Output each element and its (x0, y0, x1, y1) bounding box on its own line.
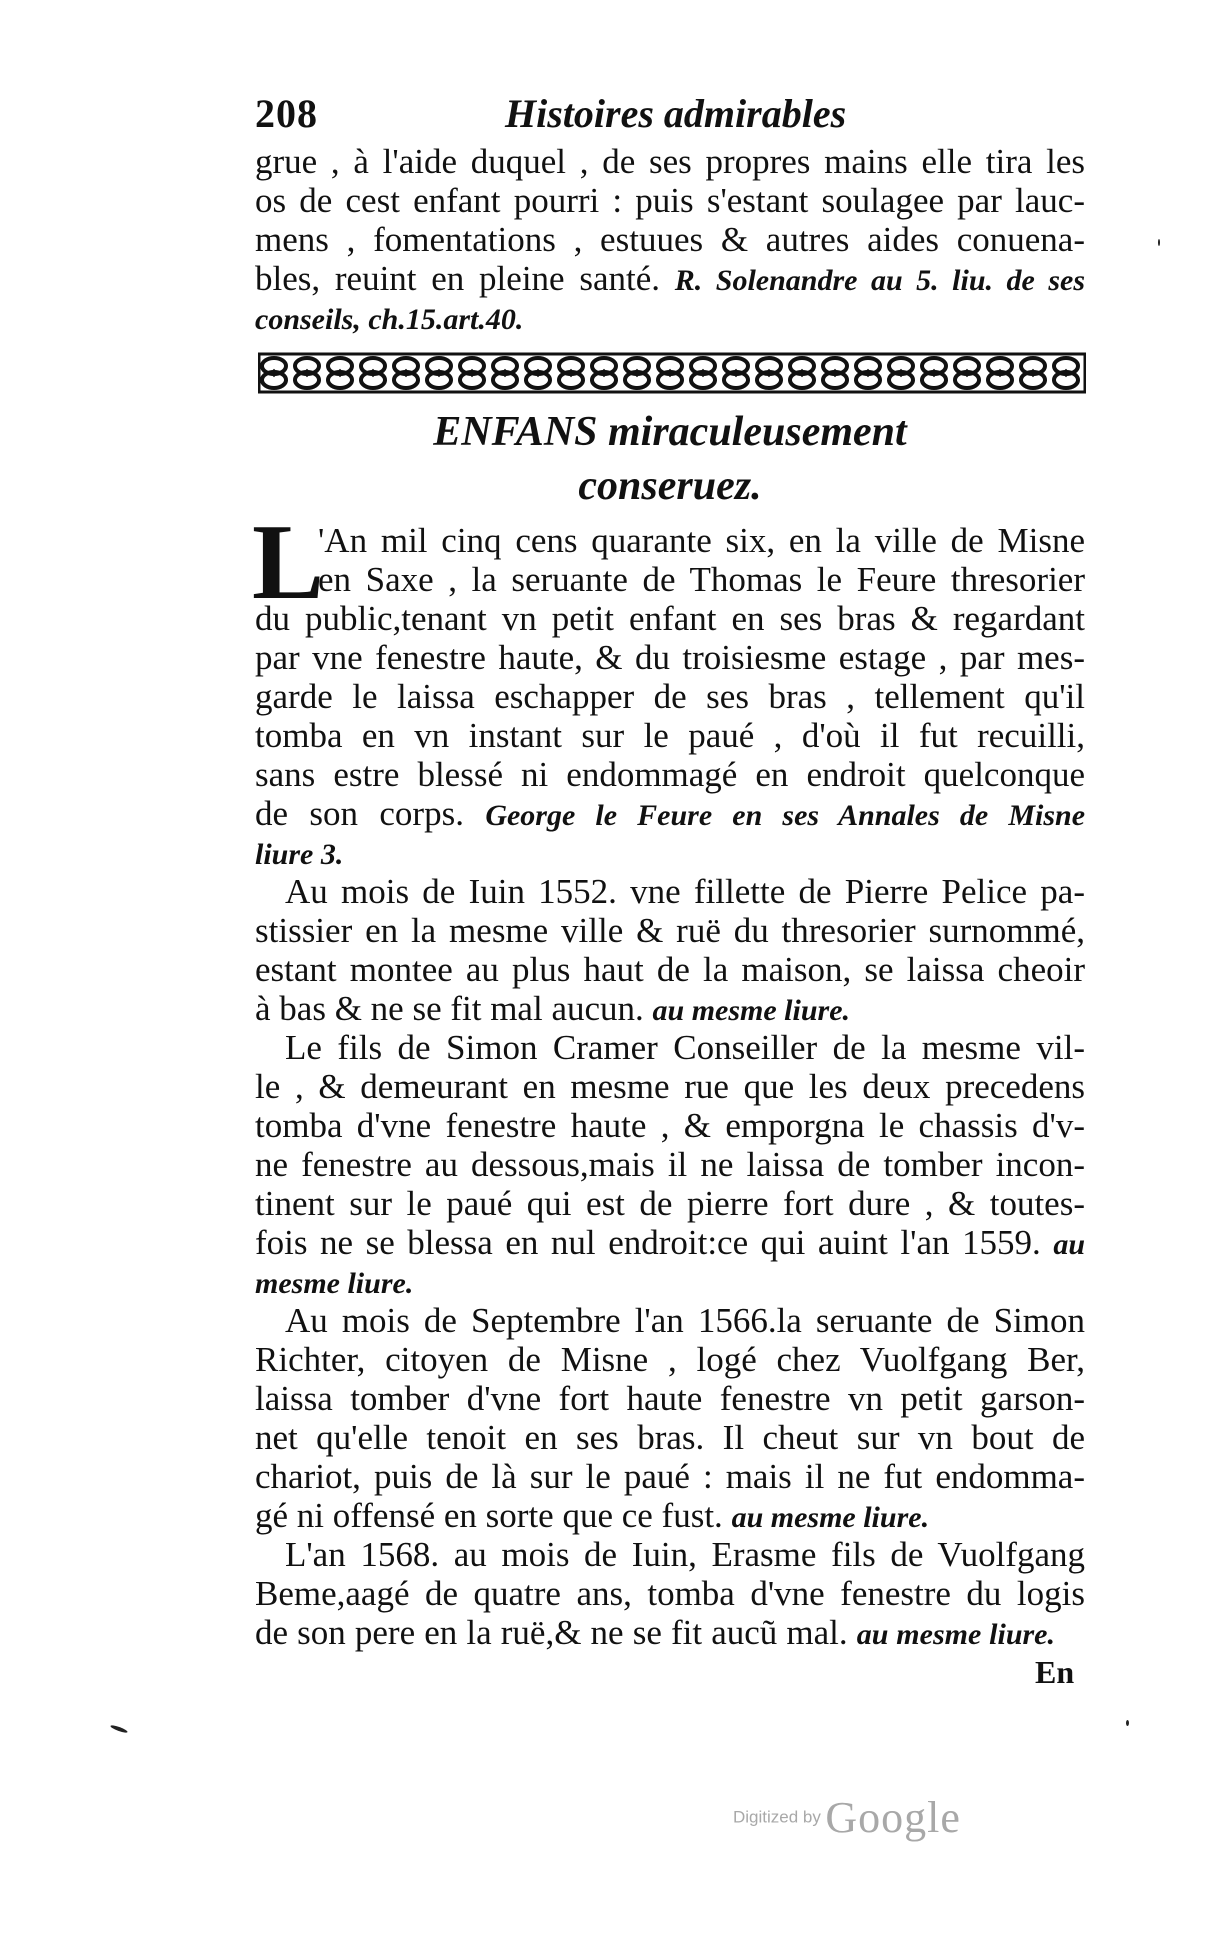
text-line: laissa tomber d'vne fort haute fenestre vn petit garson- (255, 1379, 1085, 1418)
ornament-divider (258, 352, 1086, 394)
text-span: fois ne se blessa en nul endroit:ce qui auint l'an 1559. (255, 1223, 1041, 1262)
ornament-knot (394, 358, 418, 388)
ornament-knot (361, 358, 385, 388)
citation: au mesme liure. (652, 994, 851, 1027)
section-title-line-2: conseruez. (578, 463, 762, 509)
ornament-knot (493, 358, 517, 388)
text-line: du public,tenant vn petit enfant en ses bras & regardant (255, 599, 1085, 638)
text-line: L'an 1568. au mois de Iuin, Erasme fils de Vuolfgang (285, 1535, 1085, 1574)
watermark-prefix: Digitized by (733, 1807, 821, 1827)
text-line: par vne fenestre haute, & du troisiesme estage , par mes- (255, 638, 1085, 677)
text-line: Le fils de Simon Cramer Conseiller de la mesme vil- (285, 1028, 1085, 1067)
running-title: Histoires admirables (505, 91, 847, 136)
ornament-knot (988, 358, 1012, 388)
text-line: sans estre blessé ni endommagé en endroit quelconque (255, 755, 1085, 794)
digitization-watermark (733, 1792, 961, 1843)
ornament-knot (625, 358, 649, 388)
text-line: chariot, puis de là sur le paué : mais il ne fut endomma- (255, 1457, 1085, 1496)
text-line (255, 259, 1085, 301)
page-header (255, 88, 1085, 144)
page-number: 208 (255, 91, 318, 136)
text-line (255, 1613, 1055, 1655)
scan-speck (110, 1724, 128, 1734)
ornament-knot (328, 358, 352, 388)
ornament-knot (262, 358, 286, 388)
text-line: Au mois de Iuin 1552. vne fillette de Pierre Pelice pa- (285, 872, 1085, 911)
text-line (255, 1496, 1085, 1538)
text-line: Au mois de Septembre l'an 1566.la seruante de Simon (285, 1301, 1085, 1340)
text-line: Richter, citoyen de Misne , logé chez Vuolfgang Ber, (255, 1340, 1085, 1379)
ornament-knot (559, 358, 583, 388)
ornament-knot (1021, 358, 1045, 388)
ornament-knot (724, 358, 748, 388)
text-line (255, 833, 1085, 875)
text-line: mens , fomentations , estuues & autres aides conuena- (255, 220, 1085, 259)
citation: au mesme liure. (731, 1501, 930, 1534)
section-title-line-1: ENFANS miraculeusement (433, 409, 907, 455)
google-logo: Google (825, 1793, 961, 1842)
text-line: le , & demeurant en mesme rue que les deux precedens (255, 1067, 1085, 1106)
ornament-knot (922, 358, 946, 388)
text-line: 'An mil cinq cens quarante six, en la ville de Misne (318, 521, 1085, 560)
text-line: tinent sur le paué qui est de pierre fort dure , & toutes- (255, 1184, 1085, 1223)
citation: George le Feure en ses Annales de Misne (485, 799, 1086, 832)
ornament-knot (691, 358, 715, 388)
text-line: os de cest enfant pourri : puis s'estant soulagee par lauc- (255, 181, 1085, 220)
text-line: stissier en la mesme ville & ruë du thresorier surnommé, (255, 911, 1085, 950)
ornament-knot (427, 358, 451, 388)
drop-cap: L (252, 503, 325, 622)
text-line: Beme,aagé de quatre ans, tomba d'vne fenestre du logis (255, 1574, 1085, 1613)
text-line: tomba en vn instant sur le paué , d'où il fut recuilli, (255, 716, 1085, 755)
citation: mesme liure. (255, 1267, 414, 1300)
text-line: garde le laissa eschapper de ses bras , tellement qu'il (255, 677, 1085, 716)
citation: R. Solenandre au 5. liu. de ses (674, 264, 1086, 297)
text-span: à bas & ne se fit mal aucun. (255, 989, 644, 1028)
text-span: de son pere en la ruë,& ne se fit aucũ mal. (255, 1613, 848, 1652)
citation: liure 3. (255, 838, 344, 871)
citation: au mesme liure. (856, 1618, 1055, 1651)
text-line: tomba d'vne fenestre haute , & emporgna le chassis d'v- (255, 1106, 1085, 1145)
text-span: bles, reuint en pleine santé. (255, 259, 660, 298)
text-span: gé ni offensé en sorte que ce fust. (255, 1496, 723, 1535)
ornament-knot (955, 358, 979, 388)
text-line (255, 794, 1085, 836)
text-line: net qu'elle tenoit en ses bras. Il cheut sur vn bout de (255, 1418, 1085, 1457)
ornament-knot (856, 358, 880, 388)
catchword: En (1035, 1654, 1075, 1690)
scan-speck (1158, 239, 1160, 246)
ornament-knot (1054, 358, 1078, 388)
text-line (255, 989, 1085, 1031)
text-line: ne fenestre au dessous,mais il ne laissa de tomber incon- (255, 1145, 1085, 1184)
ornament-knot (823, 358, 847, 388)
scan-speck (1126, 1720, 1129, 1726)
ornament-knot (295, 358, 319, 388)
ornament-knot (757, 358, 781, 388)
ornament-svg (258, 352, 1086, 394)
ornament-knot (460, 358, 484, 388)
text-line (255, 298, 1085, 340)
ornament-knot (592, 358, 616, 388)
text-line (255, 1262, 1085, 1304)
text-line (255, 1223, 1085, 1265)
ornament-knot (526, 358, 550, 388)
ornament-knot (889, 358, 913, 388)
ornament-knot (658, 358, 682, 388)
ornament-knot (790, 358, 814, 388)
citation: au (1053, 1228, 1086, 1261)
text-span: de son corps. (255, 794, 464, 833)
text-line: estant montee au plus haut de la maison, se laissa cheoir (255, 950, 1085, 989)
citation: conseils, ch.15.art.40. (255, 303, 524, 336)
text-line: en Saxe , la seruante de Thomas le Feure thresorier (318, 560, 1085, 599)
text-line: grue , à l'aide duquel , de ses propres mains elle tira les (255, 142, 1085, 181)
